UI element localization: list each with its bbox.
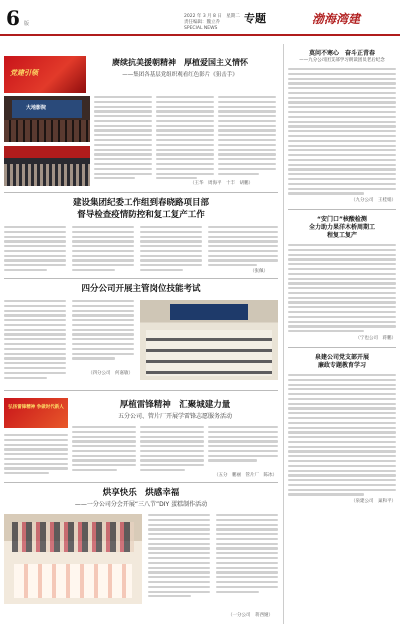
article5-col1 <box>148 514 210 600</box>
party-stamp-text: 党建引领 <box>10 69 38 77</box>
sidebar-item1-byline: （九分公司 王桂娟） <box>351 198 396 204</box>
page-header <box>0 0 400 36</box>
article4-col4 <box>208 426 278 464</box>
page-label: 版 <box>24 21 30 27</box>
article2-col1 <box>4 226 66 274</box>
article2-byline: （张佩） <box>250 269 268 274</box>
sidebar-item2-title: “安门口”核酸检测 <box>317 216 367 224</box>
article4-byline: （五分 鹏丽 管片厂 陈冰） <box>214 473 277 478</box>
article2-col3 <box>140 226 202 274</box>
lei-feng-tag: 弘扬雷锋精神 争做时代新人 <box>8 405 64 410</box>
page-number: 6 <box>6 6 20 30</box>
article1-photo-top <box>4 56 86 93</box>
article5-title: 烘享快乐 烘感幸福 <box>102 488 180 498</box>
article3-col2 <box>72 300 134 362</box>
article1-photo-cinema <box>4 96 90 142</box>
article2-col4 <box>208 226 278 269</box>
article2-col2 <box>72 226 134 274</box>
sidebar-item2-title-2: 全力助力果洋木桥周期工 <box>308 224 375 232</box>
article2-title-2: 督导检查疫情防控和复工复产工作 <box>77 210 205 220</box>
article4-col3 <box>140 426 204 474</box>
sidebar-item3-byline: （泉建公司 巢和平） <box>351 499 396 505</box>
article1-col2 <box>156 96 214 182</box>
paper-brand: 渤海湾建 <box>312 12 361 26</box>
article1-title: 赓续抗美援朝精神 厚植爱国主义情怀 <box>112 58 248 67</box>
article4-col2 <box>72 426 136 474</box>
article4-title: 厚植雷锋精神 汇聚城建力量 <box>119 400 231 410</box>
sidebar-item3-title: 泉建公司党支部开展 <box>314 353 369 361</box>
editor-credit: 责任编辑：魏立乔 <box>184 20 220 25</box>
article5-col2 <box>216 514 278 595</box>
edition-label: SPECIAL NEWS <box>184 26 218 31</box>
article1-photo-group <box>4 146 90 186</box>
article2-title-1: 建设集团纪委工作组到春晓路项目部 <box>72 198 209 208</box>
article3-photo-exam <box>140 300 278 380</box>
section-title: 专题 <box>244 12 266 25</box>
issue-date: 2022 年 3 月 8 日 星期二 <box>184 14 240 19</box>
article4-subtitle: 五分公司、管片厂开展学雷锋志愿服务活动 <box>117 413 232 420</box>
sidebar-item2-title-3: 程复工复产 <box>326 232 357 240</box>
article4-photo-banner <box>4 398 68 428</box>
article3-col1 <box>4 300 66 381</box>
sidebar-item3-title-2: 廉政专题教育学习 <box>317 361 366 369</box>
sidebar-item1-title: 莫问不寒心 奋斗正青春 <box>308 50 375 57</box>
article5-photo-cake <box>4 514 142 604</box>
article1-subtitle: ——集团各基层党组织观看红色影片《狙击手》 <box>122 72 238 78</box>
sidebar-item2-byline: （宁也公司 蒋鹏） <box>355 335 396 341</box>
issue-date-block <box>184 14 246 32</box>
article4-col1 <box>4 434 68 477</box>
article1-col1 <box>94 96 152 182</box>
article1-col3 <box>218 96 276 177</box>
article5-subtitle: ——一分公司分会开展“三八节”DIY 蛋糕制作活动 <box>74 501 208 508</box>
sidebar-item1-subtitle: ——九分公司团支部学习朗读团员老后纪念 <box>299 58 385 63</box>
article5-byline: （一分公司 蒋西娅） <box>228 613 273 618</box>
sidebar <box>288 50 396 504</box>
article3-byline: （四分公司 何嘉敏） <box>88 371 133 376</box>
article1-byline: （王华 周海平 十丰 胡鹏） <box>190 181 253 186</box>
article3-title: 四分公司开展主管岗位技能考试 <box>81 284 201 294</box>
cinema-banner: 大地影院 <box>26 105 47 111</box>
